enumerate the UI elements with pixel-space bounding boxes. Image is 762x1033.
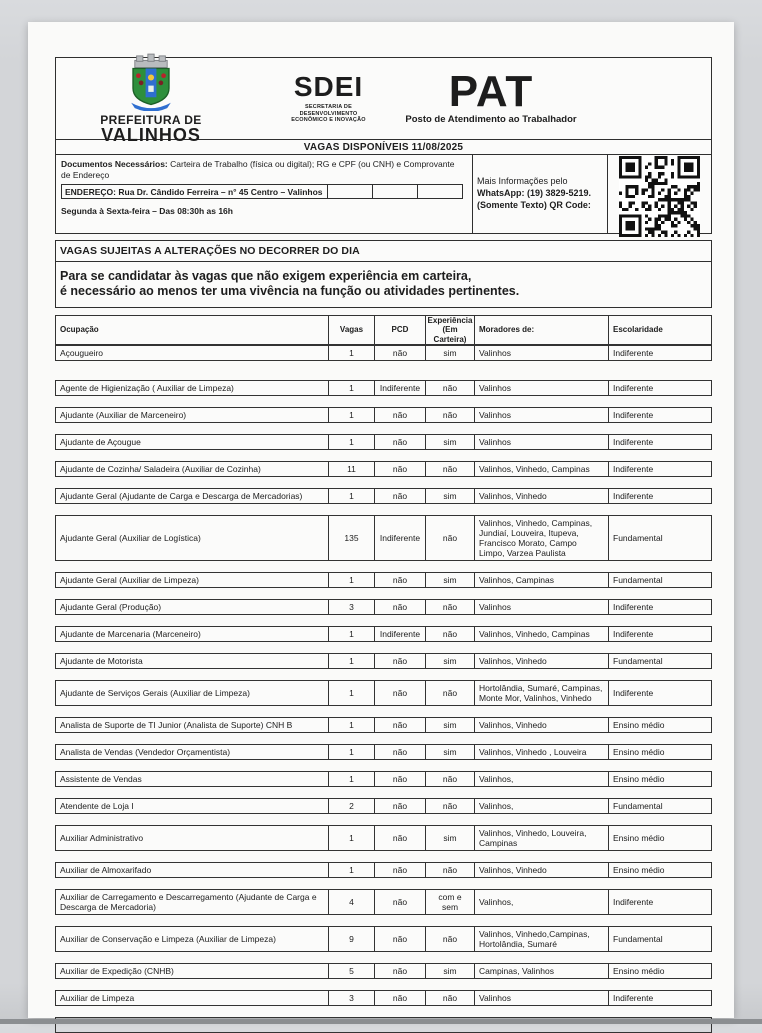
required-documents <box>61 159 466 180</box>
job-education: Indiferente <box>608 627 711 641</box>
job-residents: Valinhos, Vinhedo , Louveira <box>474 745 608 759</box>
job-residents: Valinhos <box>474 381 608 395</box>
row-gap <box>55 450 712 461</box>
job-pcd: não <box>374 826 425 850</box>
whatsapp-line1: Mais Informações pelo <box>477 176 568 187</box>
job-pcd: não <box>374 681 425 705</box>
job-row <box>55 515 712 561</box>
required-documents-text: Carteira de Trabalho (física ou digital); RG e CPF (ou CNH) e Comprovante de Endereço <box>61 159 455 180</box>
job-experience: não <box>425 381 474 395</box>
job-vacancies: 1 <box>328 718 374 732</box>
job-education: Fundamental <box>608 654 711 668</box>
job-vacancies: 4 <box>328 890 374 914</box>
valinhos-coat-of-arms-icon <box>124 53 178 111</box>
row-gap <box>55 760 712 771</box>
qr-code-icon <box>619 156 700 237</box>
job-experience: não <box>425 462 474 476</box>
job-residents: Valinhos, Vinhedo,Campinas, Hortolândia, Sumaré <box>474 927 608 951</box>
row-gap <box>55 952 712 963</box>
job-occupation: Agente de Higienização ( Auxiliar de Limpeza) <box>60 383 234 394</box>
job-vacancies: 135 <box>328 516 374 560</box>
job-vacancies: 1 <box>328 745 374 759</box>
job-row <box>55 380 712 396</box>
job-residents: Valinhos <box>474 408 608 422</box>
job-occupation: Auxiliar Administrativo <box>60 833 144 844</box>
job-residents: Valinhos, Vinhedo <box>474 863 608 877</box>
row-gap <box>55 615 712 626</box>
whatsapp-info-cell <box>473 155 608 233</box>
job-occupation: Ajudante de Açougue <box>60 437 141 448</box>
job-pcd: não <box>374 600 425 614</box>
job-occupation: Auxiliar de Conservação e Limpeza (Auxiliar de Limpeza) <box>60 934 276 945</box>
row-gap <box>55 642 712 653</box>
job-residents: Valinhos, Vinhedo <box>474 718 608 732</box>
opening-hours: Segunda à Sexta-feira – Das 08:30h as 16h <box>61 206 233 217</box>
job-education: Indiferente <box>608 408 711 422</box>
job-experience: sim <box>425 964 474 978</box>
intro-line2: é necessário ao menos ter uma vivência na função ou atividades pertinentes. <box>60 283 520 298</box>
info-left-cell <box>56 155 473 233</box>
job-pcd: não <box>374 435 425 449</box>
job-occupation: Ajudante Geral (Auxiliar de Limpeza) <box>60 575 199 586</box>
job-row <box>55 345 712 361</box>
job-residents: Valinhos, Vinhedo <box>474 489 608 503</box>
job-occupation: Ajudante Geral (Produção) <box>60 602 162 613</box>
job-residents: Valinhos <box>474 991 608 1005</box>
job-education: Indiferente <box>608 489 711 503</box>
header-logos <box>55 57 712 145</box>
job-education: Indiferente <box>608 346 711 360</box>
job-residents: Valinhos, Vinhedo, Campinas, Jundiaí, Louveira, Itupeva, Francisco Morato, Campo Limpo, Varzea Paulista <box>474 516 608 560</box>
job-residents: Valinhos, Vinhedo <box>474 654 608 668</box>
pat-subtitle: Posto de Atendimento ao Trabalhador <box>405 113 577 125</box>
job-education: Indiferente <box>608 462 711 476</box>
header-residents: Moradores de: <box>474 316 608 344</box>
job-row <box>55 653 712 669</box>
job-pcd: não <box>374 772 425 786</box>
job-occupation: Analista de Suporte de TI Junior (Analista de Suporte) CNH B <box>60 720 293 731</box>
row-gap <box>55 477 712 488</box>
whatsapp-number: WhatsApp: (19) 3829-5219. <box>477 188 592 199</box>
job-pcd: não <box>374 489 425 503</box>
photo-bottom-edge <box>0 1019 762 1024</box>
vacancies-title-bar: VAGAS DISPONÍVEIS 11/08/2025 <box>55 139 712 156</box>
job-experience: sim <box>425 489 474 503</box>
job-experience: não <box>425 863 474 877</box>
job-pcd: não <box>374 408 425 422</box>
row-gap <box>55 361 712 380</box>
job-education: Ensino médio <box>608 772 711 786</box>
row-gap <box>55 504 712 515</box>
job-row <box>55 744 712 760</box>
job-vacancies: 3 <box>328 991 374 1005</box>
job-pcd: Indiferente <box>374 627 425 641</box>
job-occupation: Ajudante de Cozinha/ Saladeira (Auxiliar de Cozinha) <box>60 464 261 475</box>
document-page <box>28 22 734 1018</box>
job-row <box>55 771 712 787</box>
job-row <box>55 862 712 878</box>
job-occupation: Auxiliar de Limpeza <box>60 993 135 1004</box>
whatsapp-line3: (Somente Texto) QR Code: <box>477 199 591 210</box>
job-residents: Valinhos, Vinhedo, Campinas <box>474 462 608 476</box>
job-experience: não <box>425 627 474 641</box>
job-pcd: Indiferente <box>374 381 425 395</box>
empty-cell <box>372 185 417 198</box>
job-occupation: Ajudante (Auxiliar de Marceneiro) <box>60 410 187 421</box>
prefeitura-label-line1: PREFEITURA DE <box>100 112 202 127</box>
job-experience: não <box>425 600 474 614</box>
job-row <box>55 572 712 588</box>
job-row <box>55 488 712 504</box>
job-vacancies: 1 <box>328 826 374 850</box>
job-education: Ensino médio <box>608 718 711 732</box>
row-gap <box>55 733 712 744</box>
empty-cell <box>327 185 372 198</box>
job-experience: sim <box>425 435 474 449</box>
job-residents: Valinhos, Vinhedo, Campinas <box>474 627 608 641</box>
row-gap <box>55 814 712 825</box>
job-row <box>55 680 712 706</box>
job-vacancies: 5 <box>328 964 374 978</box>
job-experience: não <box>425 681 474 705</box>
empty-cell <box>417 185 462 198</box>
prefeitura-label-line2: VALINHOS <box>101 124 201 145</box>
row-gap <box>55 1006 712 1017</box>
job-row <box>55 825 712 851</box>
sdei-acronym: SDEI <box>293 70 364 102</box>
row-gap <box>55 423 712 434</box>
job-vacancies: 1 <box>328 627 374 641</box>
job-vacancies: 1 <box>328 573 374 587</box>
job-row <box>55 407 712 423</box>
job-experience: sim <box>425 573 474 587</box>
job-pcd: não <box>374 863 425 877</box>
job-education: Fundamental <box>608 516 711 560</box>
job-pcd: não <box>374 927 425 951</box>
job-experience: sim <box>425 826 474 850</box>
job-experience: com e sem <box>425 890 474 914</box>
job-education: Indiferente <box>608 681 711 705</box>
job-pcd: não <box>374 964 425 978</box>
sdei-logo <box>246 70 411 125</box>
job-education: Indiferente <box>608 991 711 1005</box>
job-vacancies: 1 <box>328 435 374 449</box>
job-experience: não <box>425 408 474 422</box>
job-row <box>55 990 712 1006</box>
job-vacancies: 11 <box>328 462 374 476</box>
job-pcd: Indiferente <box>374 516 425 560</box>
job-vacancies: 1 <box>328 681 374 705</box>
header-occupation: Ocupação <box>60 325 99 335</box>
job-residents: Hortolândia, Sumaré, Campinas, Monte Mor, Valinhos, Vinhedo <box>474 681 608 705</box>
job-pcd: não <box>374 573 425 587</box>
header-vacancies: Vagas <box>328 316 374 344</box>
job-residents: Campinas, Valinhos <box>474 964 608 978</box>
job-vacancies: 1 <box>328 863 374 877</box>
intro-paragraph <box>55 261 712 309</box>
job-residents: Valinhos, <box>474 772 608 786</box>
job-row <box>55 599 712 615</box>
job-education: Fundamental <box>608 573 711 587</box>
job-row <box>55 434 712 450</box>
jobs-table <box>55 315 712 1033</box>
row-gap <box>55 706 712 717</box>
job-row <box>55 461 712 477</box>
qr-cell <box>608 155 711 233</box>
job-education: Fundamental <box>608 799 711 813</box>
row-gap <box>55 915 712 926</box>
job-residents: Valinhos, <box>474 799 608 813</box>
header-pcd: PCD <box>374 316 425 344</box>
job-experience: sim <box>425 718 474 732</box>
job-education: Ensino médio <box>608 745 711 759</box>
header-experience <box>425 316 474 344</box>
row-gap <box>55 588 712 599</box>
job-pcd: não <box>374 745 425 759</box>
job-experience: sim <box>425 346 474 360</box>
job-occupation: Ajudante de Marcenaria (Marceneiro) <box>60 629 201 640</box>
header-experience-line2: (Em Carteira) <box>433 325 467 344</box>
job-pcd: não <box>374 346 425 360</box>
job-pcd: não <box>374 654 425 668</box>
sdei-subtitle <box>291 104 366 125</box>
job-education: Indiferente <box>608 381 711 395</box>
job-education: Indiferente <box>608 435 711 449</box>
job-occupation: Assistente de Vendas <box>60 774 142 785</box>
sdei-subtitle-line2: DESENVOLVIMENTO <box>299 110 358 117</box>
job-vacancies: 1 <box>328 346 374 360</box>
job-experience: não <box>425 516 474 560</box>
job-education: Ensino médio <box>608 964 711 978</box>
row-gap <box>55 851 712 862</box>
job-occupation: Ajudante Geral (Ajudante de Carga e Descarga de Mercadorias) <box>60 491 303 502</box>
job-occupation: Ajudante de Motorista <box>60 656 143 667</box>
job-residents: Valinhos, Vinhedo, Louveira, Campinas <box>474 826 608 850</box>
sdei-subtitle-line1: SECRETARIA DE <box>305 103 352 110</box>
row-gap <box>55 979 712 990</box>
job-row <box>55 626 712 642</box>
intro-line1: Para se candidatar às vagas que não exigem experiência em carteira, <box>60 268 472 283</box>
job-vacancies: 1 <box>328 408 374 422</box>
job-pcd: não <box>374 799 425 813</box>
job-vacancies: 3 <box>328 600 374 614</box>
address-strip <box>61 184 463 199</box>
job-occupation: Auxiliar de Almoxarifado <box>60 865 152 876</box>
page-content <box>55 57 712 1033</box>
job-vacancies: 1 <box>328 654 374 668</box>
job-education: Ensino médio <box>608 826 711 850</box>
job-pcd: não <box>374 991 425 1005</box>
job-pcd: não <box>374 718 425 732</box>
job-experience: não <box>425 991 474 1005</box>
row-gap <box>55 878 712 889</box>
job-occupation: Açougueiro <box>60 348 104 358</box>
job-row <box>55 889 712 915</box>
pat-logo <box>405 67 577 125</box>
job-education: Indiferente <box>608 600 711 614</box>
prefeitura-valinhos-logo <box>56 53 246 144</box>
job-vacancies: 1 <box>328 381 374 395</box>
job-row <box>55 926 712 952</box>
job-education: Indiferente <box>608 890 711 914</box>
job-residents: Valinhos <box>474 346 608 360</box>
jobs-rows <box>55 345 712 1006</box>
address-text: ENDEREÇO: Rua Dr. Cândido Ferreira – n° 45 Centro – Valinhos <box>65 186 323 197</box>
job-pcd: não <box>374 462 425 476</box>
job-residents: Valinhos, <box>474 890 608 914</box>
job-occupation: Ajudante Geral (Auxiliar de Logística) <box>60 533 201 544</box>
job-experience: sim <box>425 654 474 668</box>
job-vacancies: 1 <box>328 772 374 786</box>
job-experience: não <box>425 772 474 786</box>
job-row <box>55 963 712 979</box>
row-gap <box>55 396 712 407</box>
job-education: Fundamental <box>608 927 711 951</box>
job-experience: sim <box>425 745 474 759</box>
row-gap <box>55 669 712 680</box>
pat-acronym: PAT <box>448 67 534 117</box>
job-occupation: Analista de Vendas (Vendedor Orçamentista) <box>60 747 231 758</box>
job-occupation: Auxiliar de Carregamento e Descarregamento (Ajudante de Carga e Descarga de Mercadoria) <box>60 892 317 913</box>
job-experience: não <box>425 799 474 813</box>
job-occupation: Atendente de Loja I <box>60 801 134 812</box>
job-vacancies: 9 <box>328 927 374 951</box>
job-pcd: não <box>374 890 425 914</box>
required-documents-label: Documentos Necessários: <box>61 159 168 169</box>
job-occupation: Ajudante de Serviços Gerais (Auxiliar de Limpeza) <box>60 688 250 699</box>
job-education: Ensino médio <box>608 863 711 877</box>
jobs-table-header <box>55 315 712 345</box>
header-education: Escolaridade <box>608 316 711 344</box>
job-row <box>55 717 712 733</box>
job-vacancies: 1 <box>328 489 374 503</box>
job-residents: Valinhos <box>474 435 608 449</box>
job-occupation: Auxiliar de Expedição (CNHB) <box>60 966 174 977</box>
row-gap <box>55 561 712 572</box>
row-gap <box>55 787 712 798</box>
sdei-subtitle-line3: ECONÔMICO E INOVAÇÃO <box>291 117 366 124</box>
job-experience: não <box>425 927 474 951</box>
job-vacancies: 2 <box>328 799 374 813</box>
notice-banner: VAGAS SUJEITAS A ALTERAÇÕES NO DECORRER DO DIA <box>55 240 712 262</box>
header-experience-line1: Experiência <box>427 316 473 326</box>
job-row <box>55 798 712 814</box>
job-residents: Valinhos <box>474 600 608 614</box>
info-table <box>55 154 712 234</box>
job-residents: Valinhos, Campinas <box>474 573 608 587</box>
